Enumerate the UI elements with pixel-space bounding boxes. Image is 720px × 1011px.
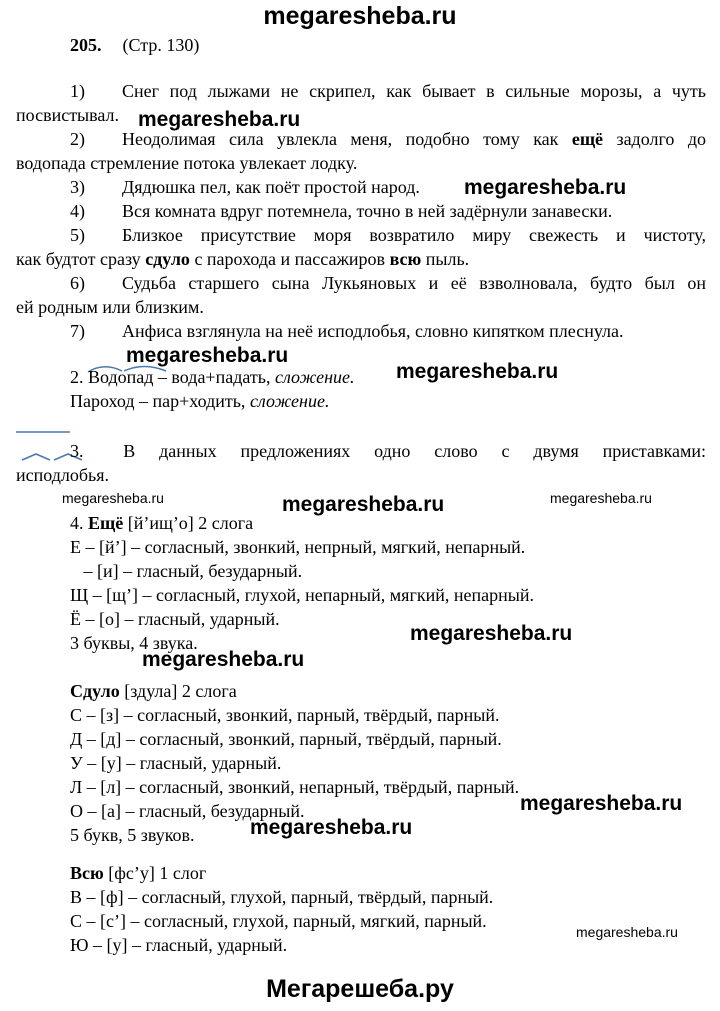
header-watermark: megaresheba.ru — [263, 2, 457, 30]
inline-watermark-small: megaresheba.ru — [550, 490, 652, 506]
inline-watermark: megaresheba.ru — [396, 360, 559, 383]
word2-row: С – [з] – согласный, звонкий, парный, твёрдый, парный. — [70, 705, 500, 725]
word2-row: О – [а] – гласный, безударный. — [70, 801, 305, 821]
task3-line2: исподлобья. — [16, 465, 110, 485]
word-vsyu: всю — [389, 249, 422, 269]
word3-row: С – [с’] – согласный, глухой, парный, мягкий, парный. — [70, 911, 487, 931]
task2-line1: 2. Водопад – вода+падать, сложение. — [70, 367, 355, 387]
sentence-2-line1: 2) Неодолимая сила увлекла меня, подобно тому как ещё задолго до — [70, 129, 706, 149]
sentence-1-line2: посвистывал. — [16, 105, 120, 125]
exercise-number: 205. — [70, 35, 102, 55]
inline-watermark: megaresheba.ru — [126, 344, 289, 367]
word2-row: Л – [л] – согласный, звонкий, непарный, твёрдый, парный. — [70, 777, 520, 797]
sentence-7: 7) Анфиса взглянула на неё исподлобья, словно кипятком плеснула. — [70, 321, 624, 341]
inline-watermark: megaresheba.ru — [138, 108, 301, 131]
sentence-6-line2: ей родным или близким. — [16, 297, 204, 317]
sentence-3: 3) Дядюшка пел, как поёт простой народ. — [70, 177, 420, 197]
page-reference: (Стр. 130) — [122, 35, 200, 55]
sentence-4: 4) Вся комната вдруг потемнела, точно в ней задёрнули занавески. — [70, 201, 613, 221]
word3-row: Ю – [у] – гласный, ударный. — [70, 935, 288, 955]
inline-watermark: megaresheba.ru — [142, 648, 305, 671]
word1-summary: 3 буквы, 4 звука. — [70, 633, 198, 653]
word2-row: У – [у] – гласный, ударный. — [70, 753, 282, 773]
word-sdulo: сдуло — [145, 249, 190, 269]
word3-heading: Всю [фс’у] 1 слог — [70, 863, 207, 883]
inline-watermark-small: megaresheba.ru — [62, 490, 164, 506]
sentence-1-line1: 1) Снег под лыжами не скрипел, как бывает в сильные морозы, а чуть — [70, 81, 706, 101]
sentence-6-line1: 6) Судьба старшего сына Лукьяновых и её взволновала, будто был он — [70, 273, 706, 293]
word2-row: Д – [д] – согласный, звонкий, парный, твёрдый, парный. — [70, 729, 502, 749]
inline-watermark: megaresheba.ru — [464, 176, 627, 199]
sentence-2-line2: водопада стремление потока увлекает лодку. — [16, 153, 358, 173]
task2-line2: Пароход – пар+ходить, сложение. — [70, 391, 330, 411]
sentence-5-line2: как будтот сразу сдуло с парохода и пассажиров всю пыль. — [16, 249, 470, 269]
word2-heading: Сдуло [здула] 2 слога — [70, 681, 237, 701]
inline-watermark: megaresheba.ru — [410, 622, 573, 645]
sentence-5-line1: 5) Близкое присутствие моря возвратило миру свежесть и чистоту, — [70, 225, 706, 245]
word3-row: В – [ф] – согласный, глухой, парный, твёрдый, парный. — [70, 887, 494, 907]
inline-watermark: megaresheba.ru — [282, 493, 445, 516]
word1-row: – [и] – гласный, безударный. — [70, 561, 303, 581]
inline-watermark: megaresheba.ru — [520, 792, 683, 815]
inline-watermark-small: megaresheba.ru — [576, 924, 678, 940]
word1-row: Щ – [щ’] – согласный, глухой, непарный, мягкий, непарный. — [70, 585, 534, 605]
word1-row: Ё – [о] – гласный, ударный. — [70, 609, 280, 629]
word2-summary: 5 букв, 5 звуков. — [70, 825, 195, 845]
inline-watermark: megaresheba.ru — [250, 816, 413, 839]
word1-row: Е – [й’] – согласный, звонкий, непрный, мягкий, непарный. — [70, 537, 526, 557]
exercise-heading — [70, 34, 199, 56]
word-eshche: ещё — [571, 129, 604, 149]
word1-heading: 4. Ещё [й’ищ’о] 2 слога — [70, 513, 254, 533]
footer-watermark: Мегарешеба.ру — [266, 975, 454, 1003]
task3-line1: 3. В данных предложениях одно слово с двумя приставками: — [70, 441, 706, 461]
